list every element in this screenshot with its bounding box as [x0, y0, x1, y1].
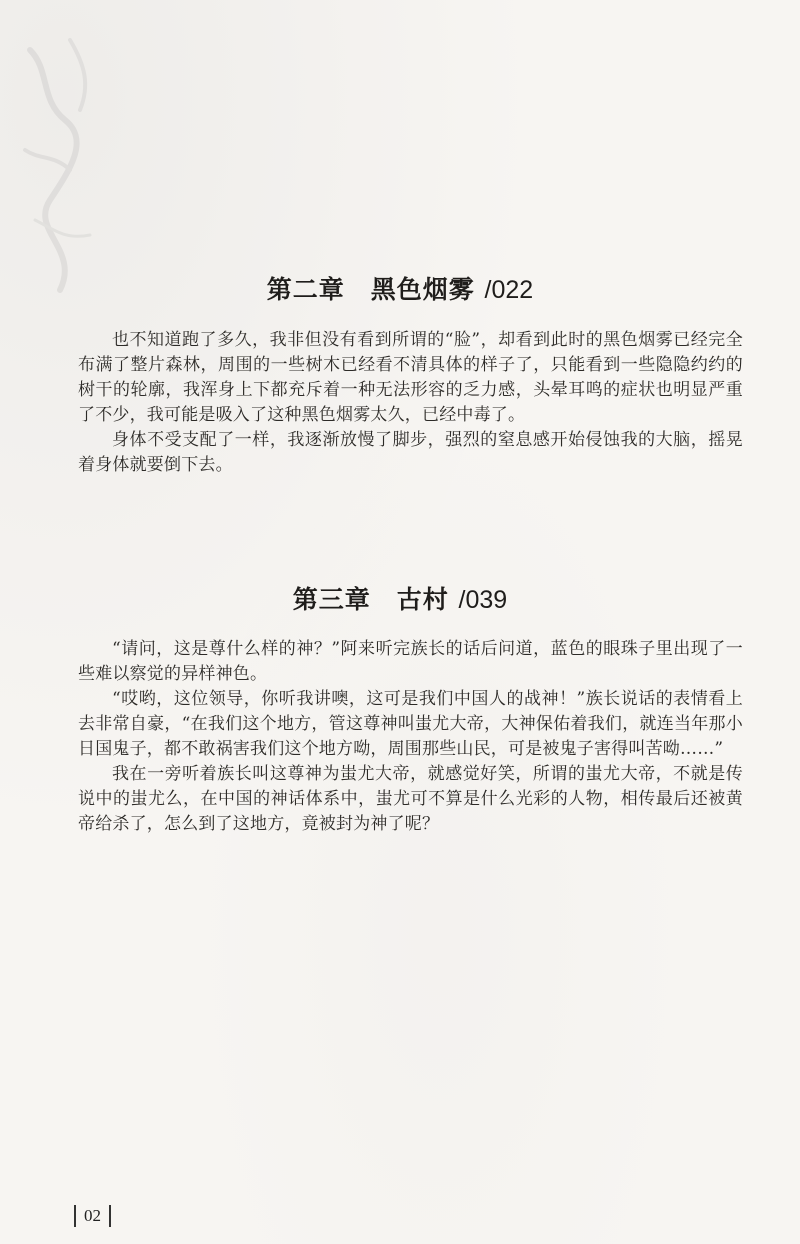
chapter-two-title-text: 第二章 黑色烟雾	[266, 275, 475, 304]
chapter-two-body	[78, 328, 743, 478]
chapter-three-page-ref: /039	[458, 586, 508, 614]
chapter-two-page-ref: /022	[484, 276, 534, 304]
chapter-three-paragraph-2: “哎哟，这位领导，你听我讲噢，这可是我们中国人的战神！”族长说话的表情看上去非常自豪，“在我们这个地方，管这尊神叫蚩尤大帝，大神保佑着我们，就连当年那小日国鬼子，都不敢祸害我们这个地方呦，周围那些山民，可是被鬼子害得叫苦呦……”	[78, 689, 743, 759]
chapter-two-title	[0, 270, 800, 310]
page-number-left-bar	[74, 1205, 76, 1227]
chapter-three-title	[0, 580, 800, 620]
chapter-three-section	[0, 580, 800, 834]
chapter-three-paragraph-1: “请问，这是尊什么样的神？”阿来听完族长的话后问道，蓝色的眼珠子里出现了一些难以察觉的异样神色。	[78, 639, 743, 684]
bleed-through-decoration	[10, 30, 105, 310]
chapter-two-section	[0, 270, 800, 475]
chapter-three-body	[78, 637, 743, 837]
chapter-three-paragraph-3: 我在一旁听着族长叫这尊神为蚩尤大帝，就感觉好笑，所谓的蚩尤大帝，不就是传说中的蚩尤么，在中国的神话体系中，蚩尤可不算是什么光彩的人物，相传最后还被黄帝给杀了，怎么到了这地方，竟被封为神了呢？	[78, 764, 743, 834]
chapter-two-paragraph-1: 也不知道跑了多久，我非但没有看到所谓的“脸”，却看到此时的黑色烟雾已经完全布满了整片森林，周围的一些树木已经看不清具体的样子了，只能看到一些隐隐约约的树干的轮廓，我浑身上下都充斥着一种无法形容的乏力感，头晕耳鸣的症状也明显严重了不少，我可能是吸入了这种黑色烟雾太久，已经中毒了。	[78, 330, 743, 425]
page-number-footer	[74, 1203, 111, 1229]
chapter-two-paragraph-2: 身体不受支配了一样，我逐渐放慢了脚步，强烈的窒息感开始侵蚀我的大脑，摇晃着身体就要倒下去。	[78, 430, 743, 475]
page-number: 02	[84, 1206, 101, 1225]
page-number-right-bar	[109, 1205, 111, 1227]
chapter-three-title-text: 第三章 古村	[292, 585, 449, 614]
